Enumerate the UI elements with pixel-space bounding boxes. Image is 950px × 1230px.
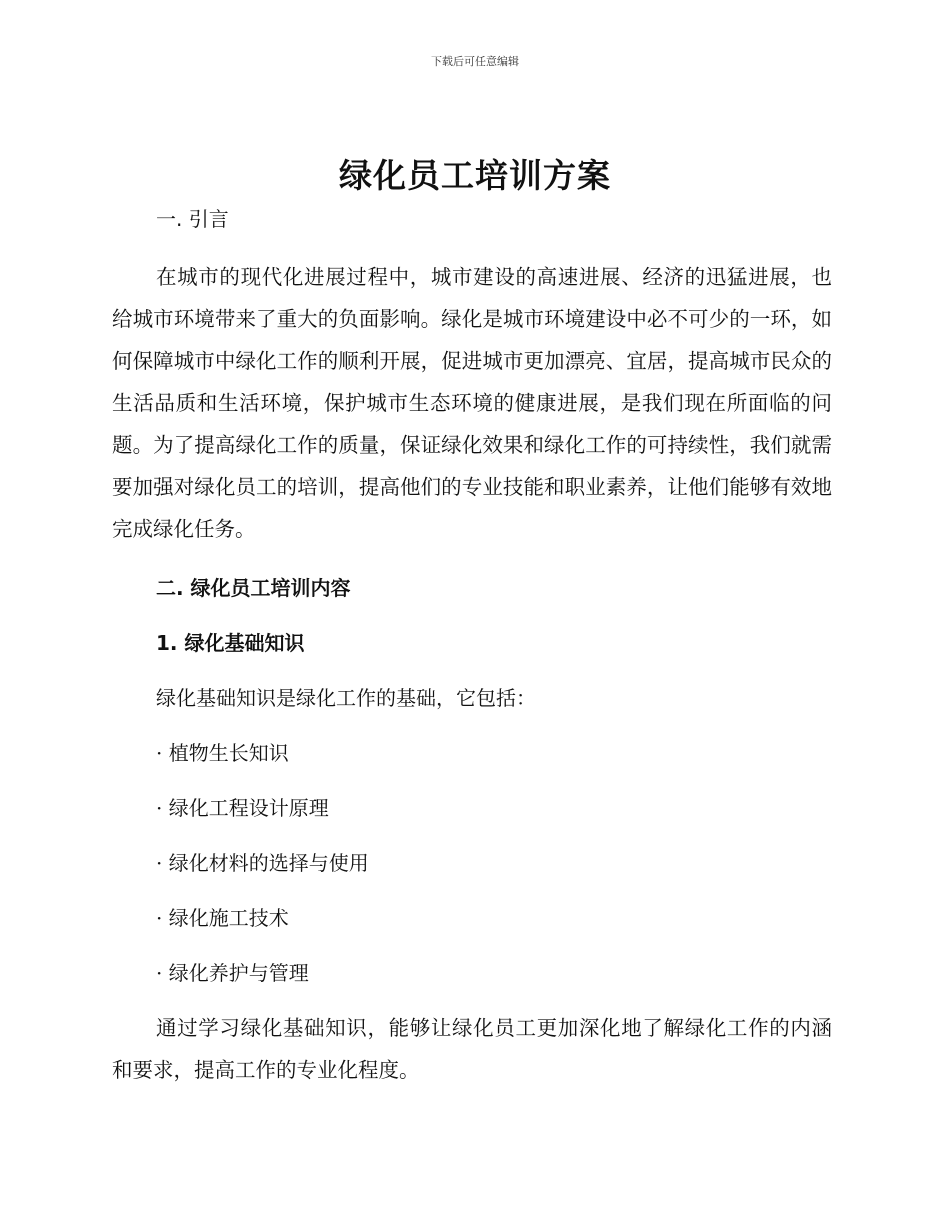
header-note: 下载后可任意编辑 <box>431 55 519 68</box>
section-heading-intro: 一. 引言 <box>156 207 229 231</box>
list-item: · 绿化材料的选择与使用 <box>156 851 369 875</box>
basics-intro: 绿化基础知识是绿化工作的基础，它包括： <box>156 686 536 710</box>
intro-paragraph: 在城市的现代化进展过程中，城市建设的高速进展、经济的迅猛进展，也给城市环境带来了重大的负面影响。绿化是城市环境建设中必不可少的一环，如何保障城市中绿化工作的顺利开展，促进城市更加漂亮、宜居，提高城市民众的生活品质和生活环境，保护城市生态环境的健康进展，是我们现在所面临的问题。为了提高绿化工作的质量，保证绿化效果和绿化工作的可持续性，我们就需要加强对绿化员工的培训，提高他们的专业技能和职业素养，让他们能够有效地完成绿化任务。 <box>112 265 832 541</box>
section-heading-content: 二. 绿化员工培训内容 <box>156 576 351 600</box>
document-title: 绿化员工培训方案 <box>339 156 611 195</box>
list-item: · 绿化养护与管理 <box>156 961 309 985</box>
list-item: · 植物生长知识 <box>156 741 289 765</box>
document-body <box>112 205 832 1091</box>
subsection-heading-basics: 1. 绿化基础知识 <box>156 631 305 655</box>
list-item: · 绿化工程设计原理 <box>156 796 329 820</box>
basics-closing-paragraph: 通过学习绿化基础知识，能够让绿化员工更加深化地了解绿化工作的内涵和要求，提高工作的专业化程度。 <box>112 1016 832 1082</box>
list-item: · 绿化施工技术 <box>156 906 289 930</box>
